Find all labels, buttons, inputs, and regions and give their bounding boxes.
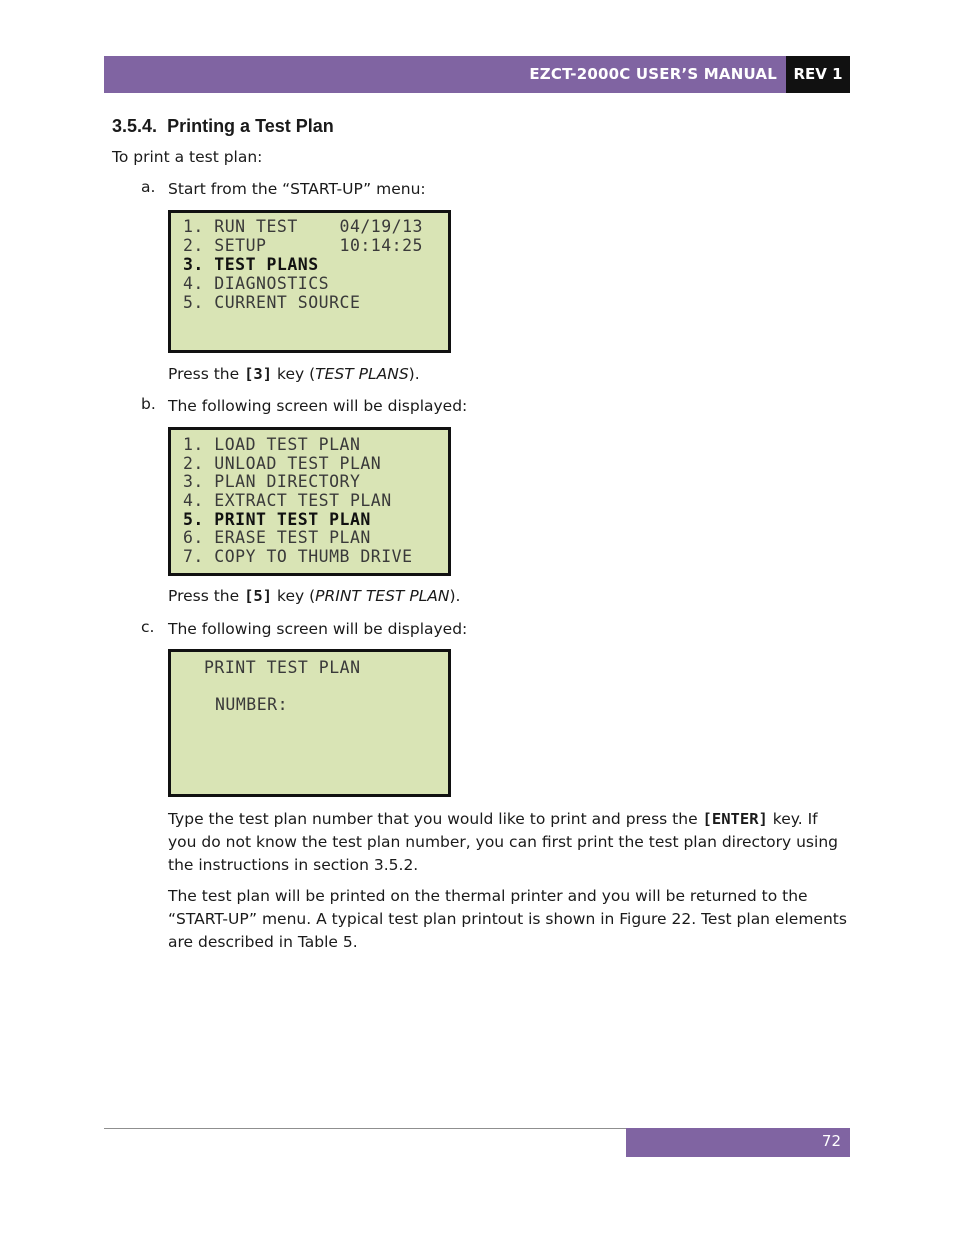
manual-title: EZCT-2000C USER’S MANUAL [529, 65, 777, 83]
step-a-text: Start from the “START-UP” menu: [168, 180, 426, 198]
lcd-screen-test-plans-menu [168, 427, 451, 576]
lcd-line: PRINT TEST PLAN [204, 658, 361, 677]
paragraph-line: the instructions in section 3.5.2. [168, 856, 419, 874]
section-heading [112, 116, 334, 137]
press-prefix: Press the [168, 587, 245, 605]
revision-badge: REV 1 [786, 56, 850, 93]
menu-option-name: PRINT TEST PLAN [315, 587, 450, 605]
page-number: 72 [821, 1132, 841, 1150]
lcd-line: 3. PLAN DIRECTORY [183, 472, 361, 491]
press-suffix: ). [449, 587, 461, 605]
lcd-line: 7. COPY TO THUMB DRIVE [183, 547, 413, 566]
key-name: [ENTER] [702, 810, 768, 828]
lcd-line: 4. EXTRACT TEST PLAN [183, 491, 392, 510]
lcd-line-prompt: NUMBER: [215, 695, 289, 714]
step-c-paragraph-2 [168, 885, 847, 954]
lcd-line: 5. CURRENT SOURCE [183, 293, 361, 312]
press-prefix: Press the [168, 365, 245, 383]
footer-bar [626, 1128, 850, 1157]
lcd-screen-print-test-plan [168, 649, 451, 797]
press-suffix: ). [408, 365, 420, 383]
section-number: 3.5.4. [112, 116, 158, 136]
step-a-press-instruction [168, 363, 420, 386]
paragraph-line: Type the test plan number that you would like to print and press the [168, 810, 703, 828]
section-title: Printing a Test Plan [167, 116, 334, 136]
step-c-text: The following screen will be displayed: [168, 620, 468, 638]
step-b-letter: b. [141, 395, 156, 413]
header-bar [104, 56, 786, 93]
lcd-line: 1. LOAD TEST PLAN [183, 435, 361, 454]
intro-text: To print a test plan: [112, 148, 263, 166]
lcd-screen-startup-menu [168, 210, 451, 353]
lcd-line: 2. UNLOAD TEST PLAN [183, 454, 382, 473]
paragraph-line: are described in Table 5. [168, 933, 358, 951]
lcd-line-selected: 3. TEST PLANS [183, 255, 319, 274]
lcd-line-selected: 5. PRINT TEST PLAN [183, 510, 371, 529]
lcd-line: 6. ERASE TEST PLAN [183, 528, 371, 547]
press-mid: key ( [272, 587, 316, 605]
press-mid: key ( [272, 365, 316, 383]
step-c-paragraph-1 [168, 808, 838, 877]
paragraph-line: “START-UP” menu. A typical test plan printout is shown in Figure 22. Test plan elements [168, 910, 847, 928]
step-b-text: The following screen will be displayed: [168, 397, 468, 415]
paragraph-line: you do not know the test plan number, you can first print the test plan directory using [168, 833, 838, 851]
step-c-letter: c. [141, 618, 155, 636]
key-name: [5] [244, 587, 273, 605]
paragraph-line-end: key. If [767, 810, 818, 828]
step-a-letter: a. [141, 178, 156, 196]
lcd-line: 4. DIAGNOSTICS [183, 274, 330, 293]
lcd-line: 1. RUN TEST 04/19/13 [183, 217, 423, 236]
paragraph-line: The test plan will be printed on the thermal printer and you will be returned to the [168, 887, 808, 905]
key-name: [3] [244, 365, 273, 383]
menu-option-name: TEST PLANS [315, 365, 409, 383]
step-b-press-instruction [168, 585, 460, 608]
lcd-line: 2. SETUP 10:14:25 [183, 236, 423, 255]
